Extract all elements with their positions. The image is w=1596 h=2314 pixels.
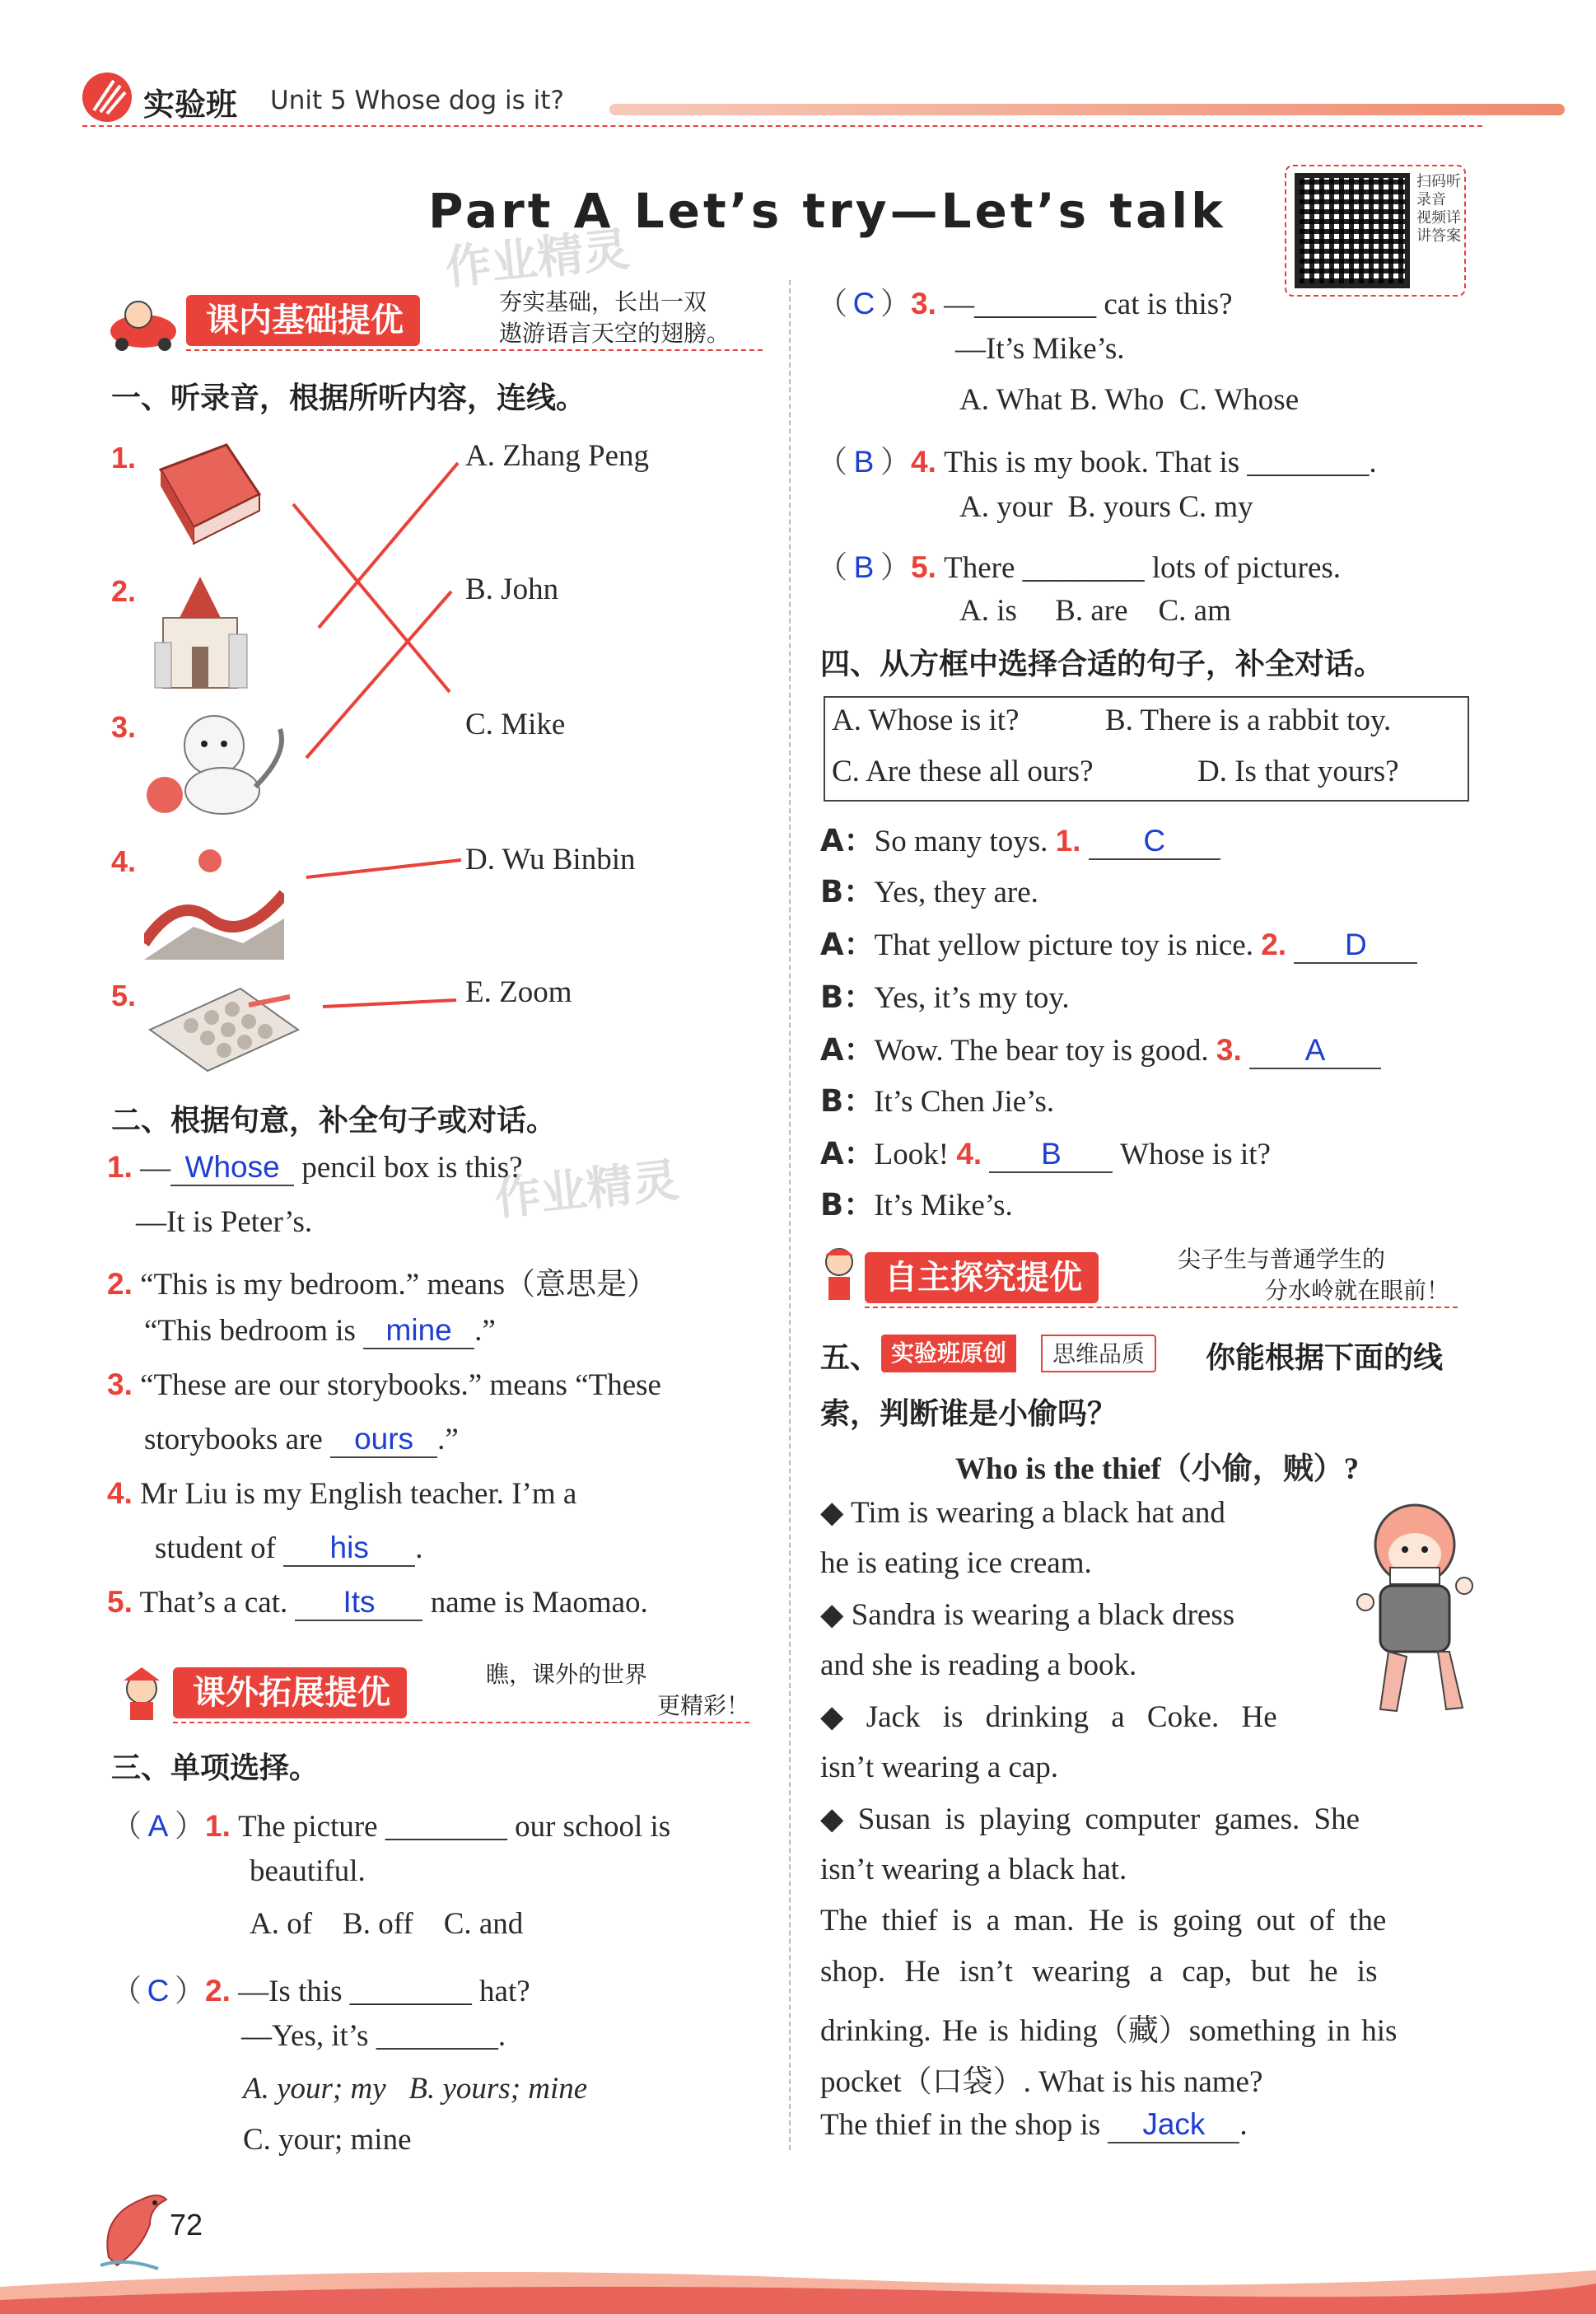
banner-note [486, 1659, 749, 1722]
mc-stem: There ________ lots of pictures. [944, 551, 1342, 585]
speaker: A： [820, 823, 875, 858]
match-name: D. Wu Binbin [465, 843, 636, 877]
banner-underline [173, 1722, 749, 1723]
dialog-num: 4. [956, 1137, 982, 1171]
mc-answer[interactable]: A [147, 1809, 169, 1843]
mc-num: 3. [911, 287, 936, 320]
answer-blank[interactable]: mine [363, 1313, 474, 1349]
option-box-item: B. There is a rabbit toy. [1105, 704, 1392, 737]
mc-stem: This is my book. That is ________. [944, 446, 1377, 479]
dialog-line [820, 1025, 1381, 1069]
q3-title: 三、单项选择。 [111, 1751, 320, 1785]
q2-num: 3. [107, 1367, 133, 1401]
q5-title-a: 你能根据下面的线 [1206, 1341, 1444, 1375]
dialog-line [820, 867, 1038, 911]
dialog-text: Whose is it? [1113, 1138, 1271, 1171]
banner-note-line2: 更精彩！ [656, 1692, 749, 1719]
footer-wave [0, 2254, 1596, 2314]
mc-stem: The picture ________ our school is [238, 1810, 671, 1844]
dialog-line [820, 919, 1417, 964]
q5-title-b: 索，判断谁是小偷吗？ [820, 1397, 1118, 1431]
q2-post: .” [437, 1423, 459, 1456]
banner-note-line1: 瞧，课外的世界 [486, 1661, 648, 1688]
q2-num: 4. [107, 1476, 133, 1510]
answer-blank[interactable]: A [1249, 1033, 1381, 1069]
watermark: 作业精灵 [492, 1153, 682, 1227]
q2-pre: “These are our storybooks.” means “These [140, 1368, 661, 1402]
mc-item: （ C ）2. —Is this ________ hat? [111, 1974, 530, 2008]
match-name: A. Zhang Peng [465, 439, 649, 473]
option-box-item: C. Are these all ours? [832, 755, 1094, 788]
mc-item: （ C ）3. —________ cat is this? [817, 287, 1233, 321]
dialog-line [820, 1129, 1271, 1173]
story-line: shop. He isn’t wearing a cap, but he is [820, 1955, 1378, 1989]
dialog-text: That yellow picture toy is nice. [874, 928, 1262, 962]
mc-options: A. What B. Who C. Whose [959, 383, 1300, 417]
page-title: Part A Let’s try—Let’s talk [428, 183, 1226, 239]
story-final-text: The thief in the shop is [820, 2108, 1108, 2142]
section-banner-explore: 自主探究提优 [865, 1252, 1099, 1303]
q2-post: . [415, 1531, 423, 1565]
option-box-item: A. Whose is it? [832, 704, 1020, 737]
mc-num: 5. [911, 550, 936, 584]
banner-note-line1: 尖子生与普通学生的 [1178, 1246, 1386, 1273]
section-banner-extend: 课外拓展提优 [173, 1667, 407, 1718]
clue-line: ◆ Susan is playing computer games. She [820, 1802, 1360, 1836]
story-final-text: . [1239, 2108, 1248, 2142]
story-line: pocket（口袋）. What is his name? [820, 2065, 1263, 2099]
thief-image [1347, 1495, 1479, 1734]
story-line: The thief is a man. He is going out of the [820, 1904, 1387, 1938]
match-num: 3. [111, 710, 137, 744]
answer-blank[interactable]: Its [295, 1585, 422, 1621]
clue-line: he is eating ice cream. [820, 1546, 1092, 1580]
q5-label: 五、 [820, 1341, 880, 1375]
clue-line: isn’t wearing a black hat. [820, 1853, 1127, 1886]
story-line: drinking. He is hiding（藏）something in his [820, 2014, 1398, 2048]
dialog-text: It’s Mike’s. [874, 1189, 1013, 1222]
q2-pre: storybooks are [144, 1423, 331, 1456]
q2-item [107, 1259, 657, 1303]
dialog-line [820, 1180, 1013, 1224]
dialog-line [820, 972, 1070, 1017]
option-box [824, 696, 1469, 802]
q2-pre: — [140, 1151, 171, 1185]
match-num: 1. [111, 441, 137, 474]
speaker: B： [820, 979, 875, 1015]
story-title: Who is the thief（小偷，贼）? [955, 1452, 1360, 1486]
mc-stem-line2: —Yes, it’s ________. [241, 2019, 506, 2053]
mc-stem: —________ cat is this? [944, 287, 1233, 321]
dialog-text: It’s Chen Jie’s. [874, 1085, 1055, 1119]
q2-item [107, 1367, 661, 1403]
mc-stem-line2: —It’s Mike’s. [955, 332, 1125, 366]
clue-line: ◆ Jack is drinking a Coke. He [820, 1700, 1277, 1734]
mc-answer[interactable]: C [852, 287, 875, 320]
mc-answer[interactable]: B [853, 445, 875, 479]
section-banner-basic: 课内基础提优 [186, 295, 420, 346]
mc-num: 1. [205, 1809, 231, 1843]
page-number: 72 [170, 2208, 203, 2242]
mc-item: （ A ）1. The picture ________ our school is [111, 1809, 671, 1844]
mc-item: （ B ）4. This is my book. That is ________. [817, 445, 1377, 479]
q2-num: 5. [107, 1585, 133, 1619]
dialog-text: Look! [874, 1138, 957, 1171]
mc-stem-line2: beautiful. [250, 1854, 366, 1888]
mc-options: A. your; my B. yours; mine [243, 2072, 588, 2106]
q2-item [107, 1585, 648, 1621]
q2-item [107, 1150, 523, 1186]
banner-note [1178, 1244, 1449, 1307]
dialog-text: Yes, it’s my toy. [874, 981, 1070, 1015]
clue-line: isn’t wearing a cap. [820, 1751, 1059, 1784]
mc-num: 2. [205, 1974, 231, 2008]
q2-item-line2: —It is Peter’s. [136, 1205, 313, 1239]
speaker: B： [820, 1187, 875, 1222]
mc-options: A. your B. yours C. my [959, 490, 1253, 524]
answer-blank[interactable]: D [1294, 928, 1417, 964]
mc-options: C. your; mine [243, 2123, 412, 2157]
q2-num: 1. [107, 1150, 133, 1184]
q2-pre: “This bedroom is [144, 1314, 364, 1348]
answer-blank[interactable]: B [989, 1137, 1113, 1173]
clue-line: ◆ Sandra is wearing a black dress [820, 1598, 1235, 1632]
dialog-text: Wow. The bear toy is good. [874, 1034, 1216, 1068]
match-num: 4. [111, 844, 137, 878]
q2-item-line2 [155, 1531, 422, 1567]
mc-item: （ B ）5. There ________ lots of pictures. [817, 550, 1342, 585]
q2-pre: That’s a cat. [139, 1586, 296, 1620]
q2-pre: “This is my bedroom.” means（意思是） [140, 1268, 657, 1302]
tag-thinking: 思维品质 [1041, 1335, 1156, 1372]
match-name: C. Mike [465, 708, 566, 741]
q2-item [107, 1476, 576, 1512]
answer-blank[interactable]: Whose [170, 1150, 294, 1186]
dialog-num: 3. [1216, 1033, 1242, 1067]
mascot-icon [819, 1244, 860, 1303]
match-num: 2. [111, 574, 137, 608]
qr-note: 扫码听录音 视频详讲答案 [1416, 173, 1461, 245]
q2-title: 二、根据句意，补全句子或对话。 [111, 1104, 557, 1138]
speaker: B： [820, 1083, 875, 1119]
mc-answer[interactable]: C [147, 1974, 170, 2008]
mc-answer[interactable]: B [853, 550, 875, 584]
q2-item-line2 [144, 1313, 496, 1349]
match-name: E. Zoom [465, 975, 572, 1009]
q4-title: 四、从方框中选择合适的句子，补全对话。 [820, 647, 1384, 681]
dialog-text: So many toys. [874, 825, 1056, 858]
match-name: B. John [465, 573, 559, 606]
banner-note-line2: 分水岭就在眼前！ [1264, 1277, 1449, 1304]
dialog-num: 2. [1261, 928, 1287, 961]
brand-name: 实验班 [143, 86, 238, 123]
mascot-icon [107, 1664, 176, 1722]
answer-blank[interactable]: his [283, 1531, 415, 1567]
dialog-line [820, 1076, 1054, 1120]
q2-post: name is Maomao. [422, 1586, 648, 1620]
banner-note-line2: 遨游语言天空的翅膀。 [499, 320, 730, 347]
story-final [820, 2107, 1248, 2143]
dialog-num: 1. [1055, 824, 1081, 858]
q2-num: 2. [107, 1267, 133, 1301]
mc-stem: —Is this ________ hat? [238, 1975, 530, 2008]
option-box-item: D. Is that yours? [1197, 755, 1399, 788]
unit-title: Unit 5 Whose dog is it? [270, 86, 564, 115]
speaker: A： [820, 1136, 875, 1171]
dialog-text: Yes, they are. [874, 876, 1038, 909]
tag-original: 实验班原创 [881, 1335, 1016, 1372]
answer-blank[interactable]: C [1089, 824, 1220, 860]
mc-num: 4. [911, 445, 936, 479]
q2-item-line2 [144, 1422, 459, 1458]
dialog-line [820, 816, 1220, 860]
q2-pre: Mr Liu is my English teacher. I’m a [140, 1477, 577, 1511]
mc-options: A. is B. are C. am [959, 594, 1231, 628]
q1-title: 一、听录音，根据所听内容，连线。 [111, 381, 586, 415]
answer-blank[interactable]: ours [330, 1422, 437, 1458]
speaker: A： [820, 1032, 875, 1068]
match-num: 5. [111, 979, 137, 1012]
q2-post: .” [474, 1314, 496, 1348]
speaker: A： [820, 927, 875, 962]
answer-blank[interactable]: Jack [1108, 2107, 1239, 2143]
banner-note-line1: 夯实基础，长出一双 [499, 288, 707, 316]
banner-underline [865, 1307, 1458, 1308]
watermark: 作业精灵 [442, 222, 632, 296]
mc-options: A. of B. off C. and [250, 1907, 524, 1941]
clue-line: ◆ Tim is wearing a black hat and [820, 1496, 1225, 1530]
q2-pre: student of [155, 1531, 284, 1565]
q2-post: pencil box is this? [294, 1151, 523, 1185]
speaker: B： [820, 874, 875, 909]
clue-line: and she is reading a book. [820, 1648, 1137, 1682]
